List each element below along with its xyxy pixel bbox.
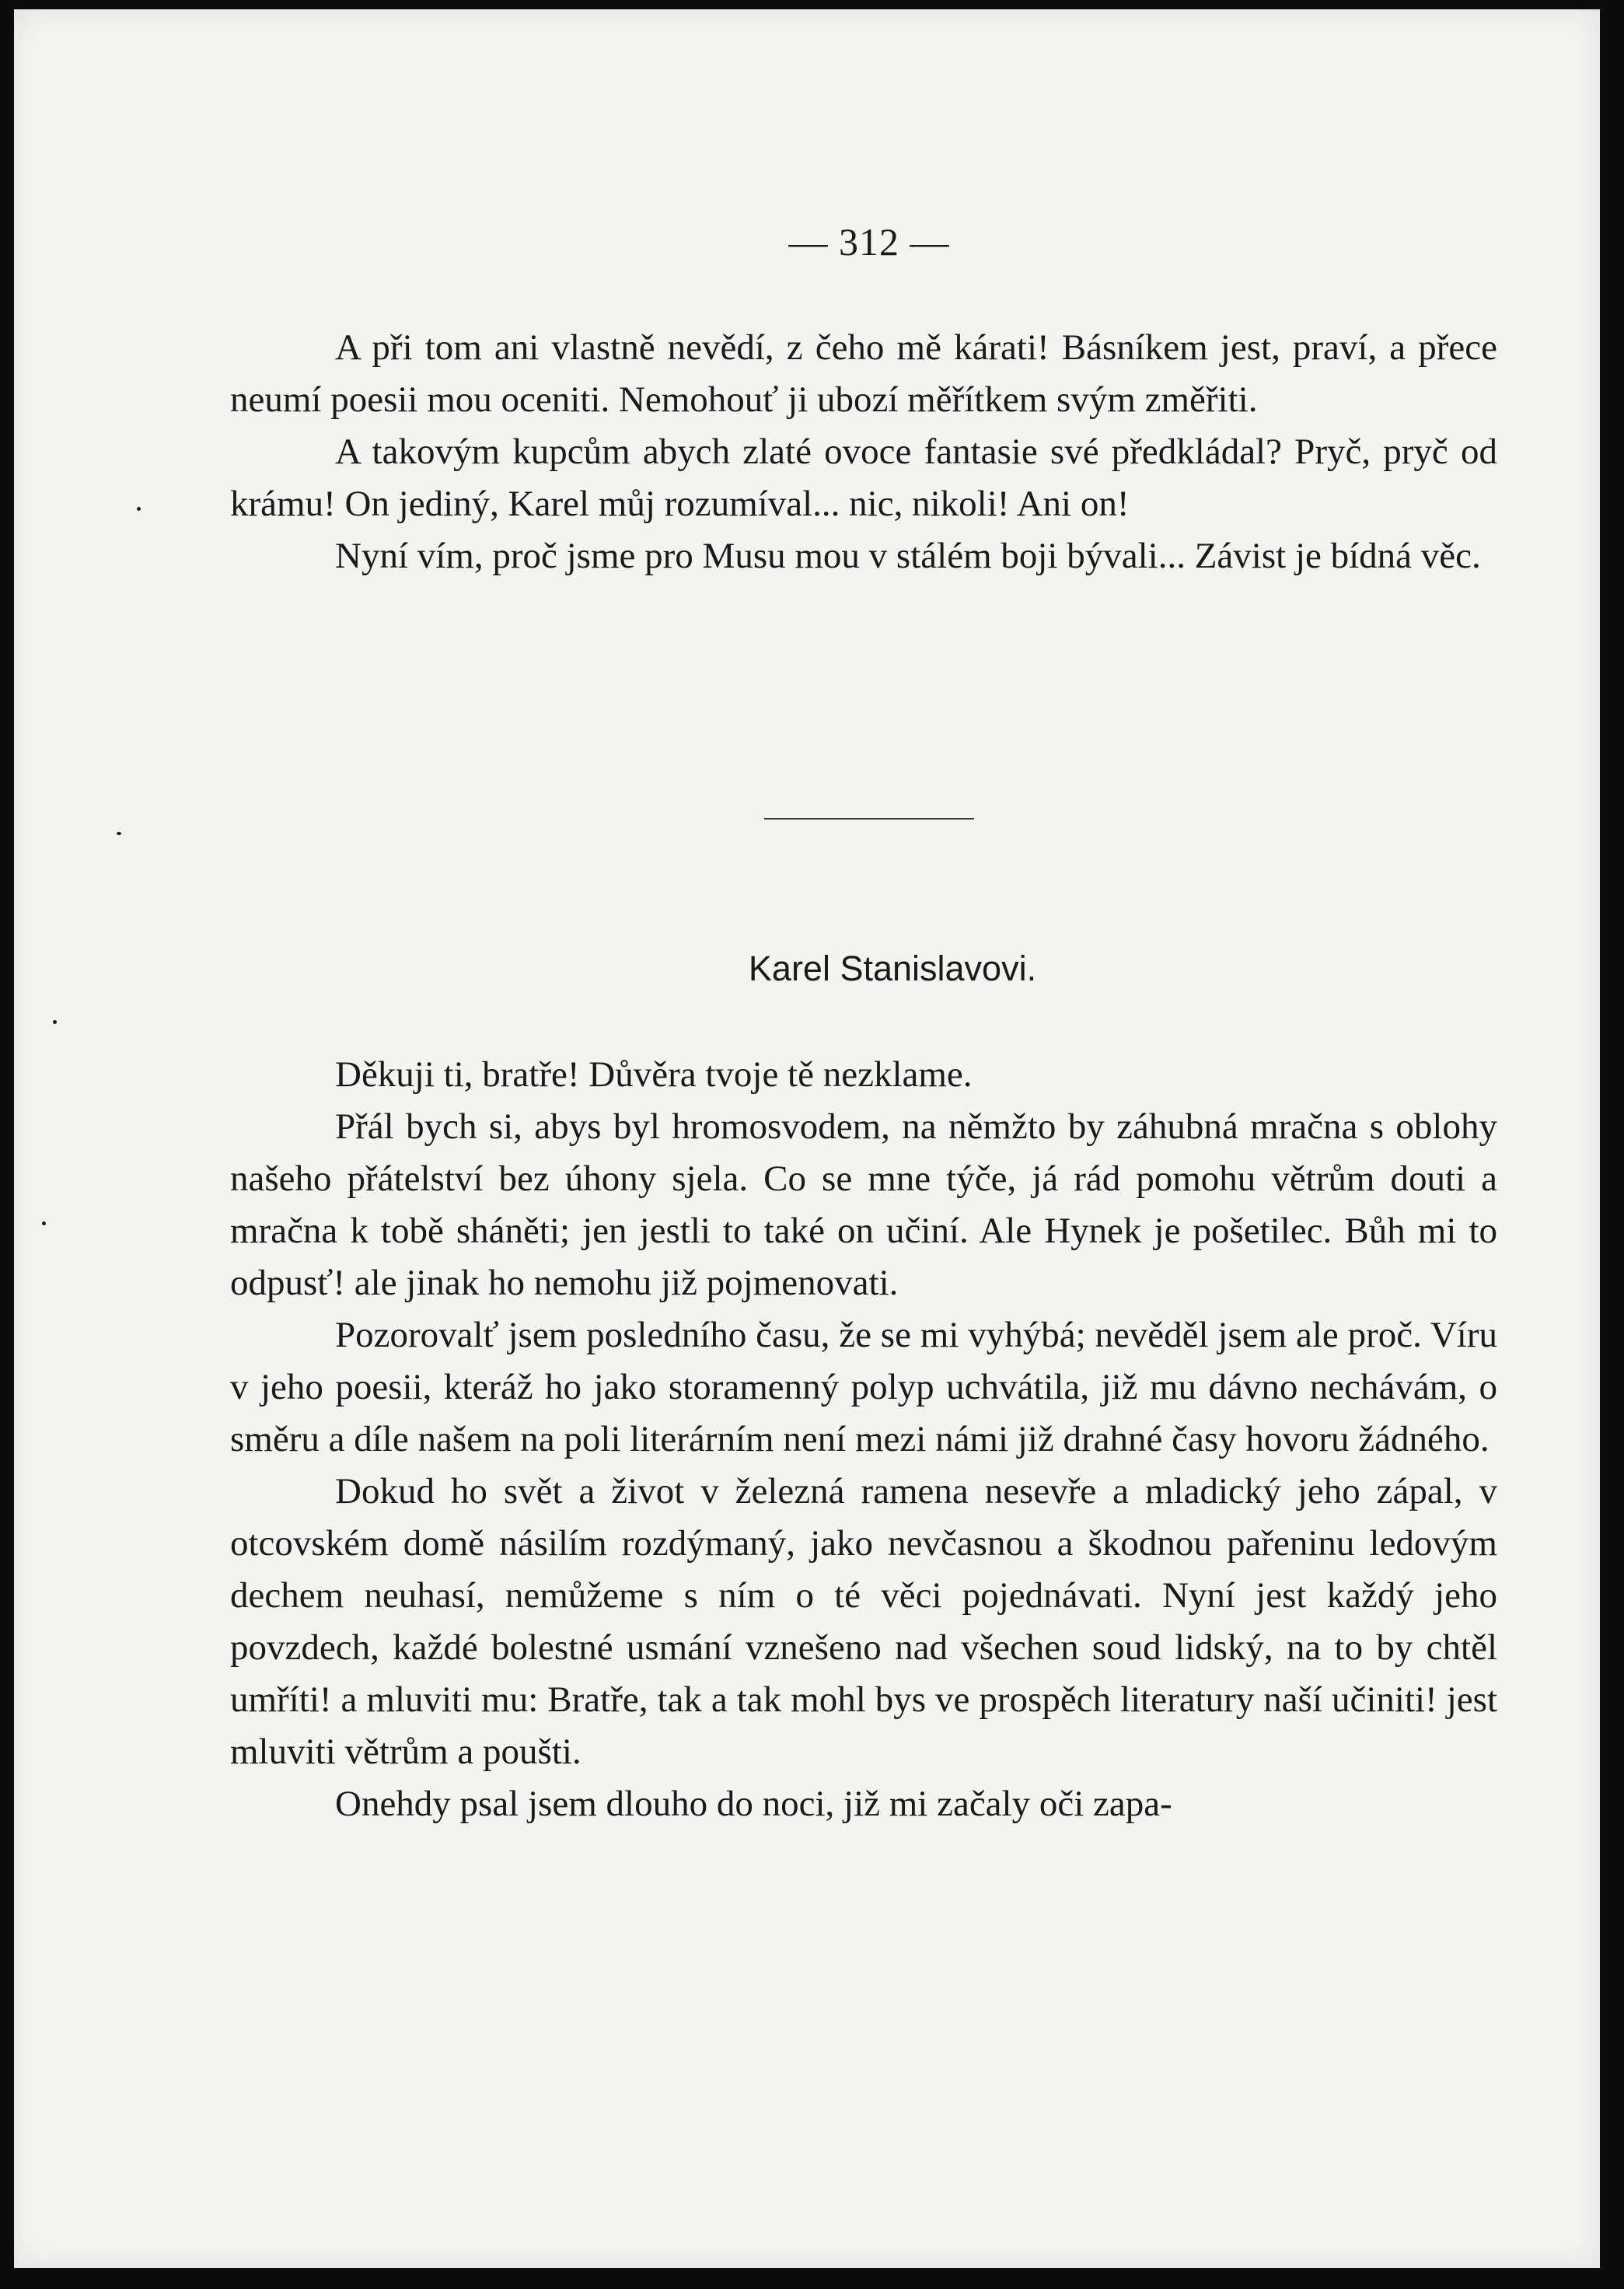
margin-speck bbox=[137, 507, 141, 511]
paragraph: Děkuji ti, bratře! Důvěra tvoje tě nezklame. bbox=[335, 1054, 973, 1095]
page-number: — 312 — bbox=[788, 220, 950, 264]
paragraph: Dokud ho svět a život v železná ramena nesevře a mladický jeho zápal, v otcovském domě násilím rozdýmaný, jako nevčasnou a škodnou pařeninu ledovým dechem neuhasí, nemůžeme s ním o té věci pojednávati. Nyní jest každý jeho povzdech, každé bolestné usmání vznešeno nad všechen soud lidský, na to by chtěl umříti! a mluviti mu: Bratře, tak a tak mohl bys ve prospěch literatury naší učiniti! jest mluviti větrům a poušti. bbox=[230, 1471, 1497, 1772]
paragraph: A takovým kupcům abych zlaté ovoce fantasie své předkládal? Pryč, pryč od krámu! On jediný, Karel můj rozumíval... nic, nikoli! Ani on! bbox=[230, 432, 1497, 524]
margin-speck bbox=[117, 832, 121, 835]
paragraph: Pozorovalť jsem posledního času, že se mi vyhýbá; nevěděl jsem ale proč. Víru v jeho poesii, kteráž ho jako storamenný polyp uchvátila, již mu dávno nechávám, o směru a díle našem na poli literárním není mezi námi již drahné časy hovoru žádného. bbox=[230, 1315, 1497, 1459]
paragraph: Nyní vím, proč jsme pro Musu mou v stálém boji bývali... Závist je bídná věc. bbox=[335, 536, 1481, 576]
section-separator bbox=[764, 818, 974, 819]
letter-heading: Karel Stanislavovi. bbox=[748, 949, 1037, 988]
paragraph: Onehdy psal jsem dlouho do noci, již mi začaly oči zapa- bbox=[335, 1784, 1172, 1824]
margin-speck bbox=[53, 1020, 57, 1024]
paragraph: Přál bych si, abys byl hromosvodem, na němžto by záhubná mračna s oblohy našeho přátelství bez úhony sjela. Co se mne týče, já rád pomohu větrům douti a mračna k tobě sháněti; jen jestli to také on učiní. Ale Hynek je pošetilec. Bůh mi to odpusť! ale jinak ho nemohu již pojmenovati. bbox=[230, 1106, 1497, 1303]
letter-text bbox=[230, 1049, 1497, 1830]
margin-speck bbox=[42, 1221, 46, 1225]
paragraph: A při tom ani vlastně nevědí, z čeho mě kárati! Básníkem jest, praví, a přece neumí poesii mou oceniti. Nemohouť ji ubozí měřítkem svým změřiti. bbox=[230, 327, 1497, 420]
book-page bbox=[14, 9, 1600, 2268]
section-one-text bbox=[230, 322, 1497, 582]
